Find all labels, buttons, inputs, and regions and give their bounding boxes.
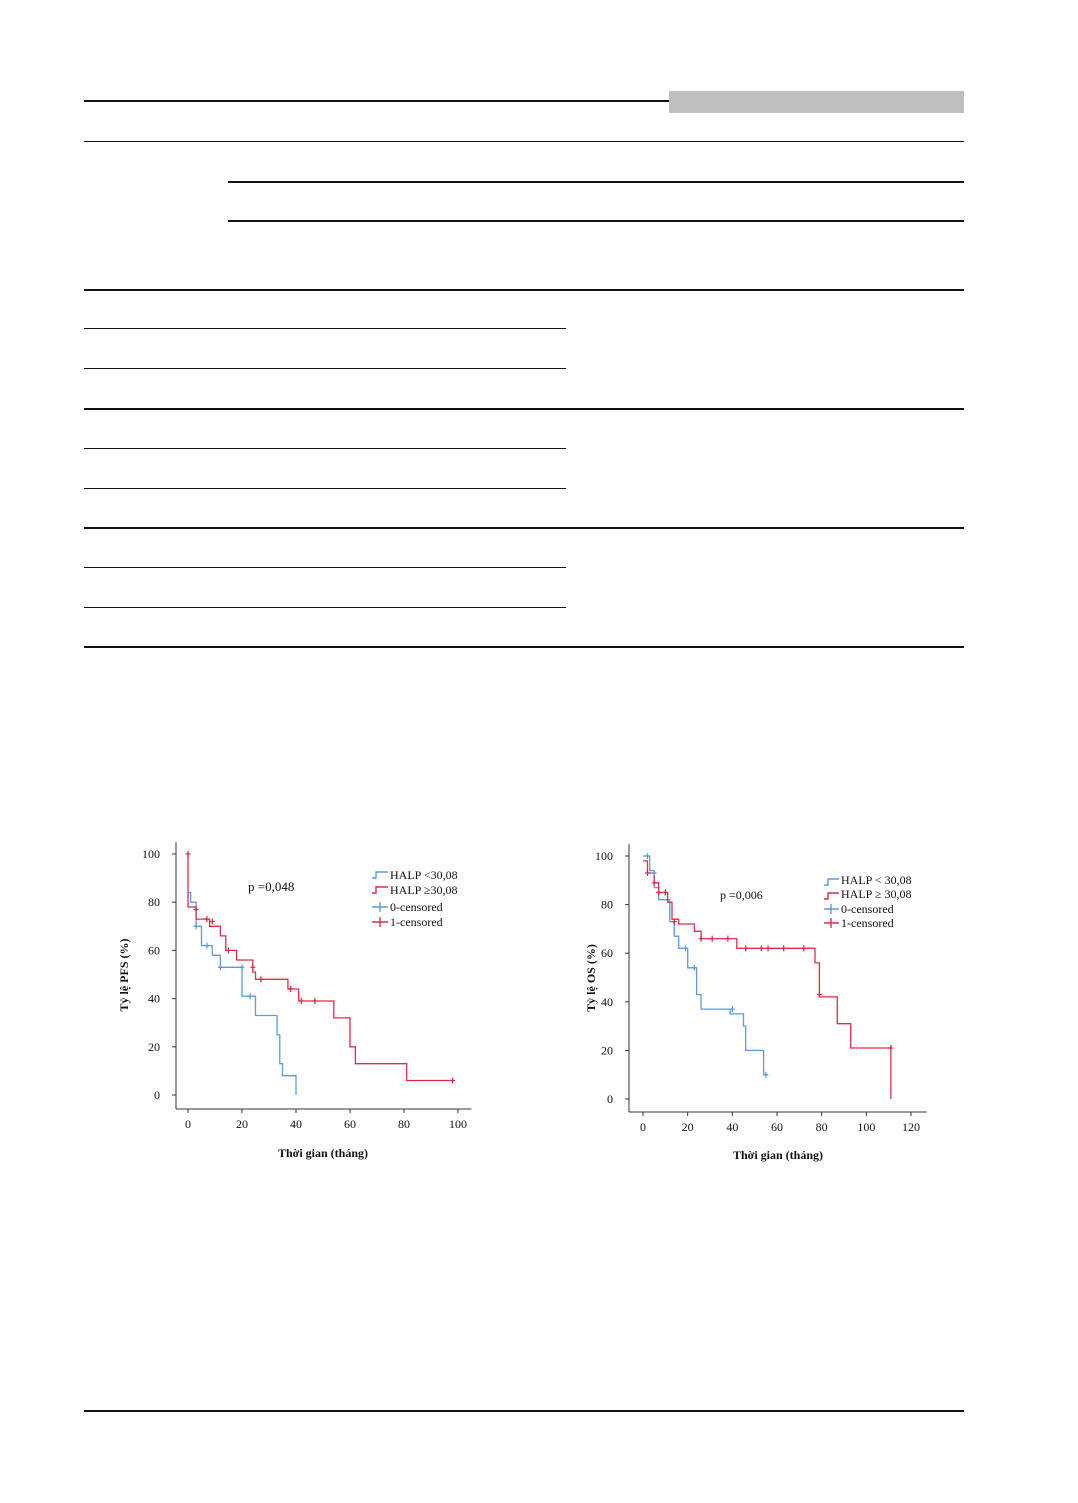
censor-mark <box>766 945 771 951</box>
x-tick-label: 40 <box>290 1117 302 1131</box>
os-chart <box>575 835 950 1175</box>
censor-mark <box>652 880 657 886</box>
table-rule <box>84 488 566 489</box>
x-tick-label: 20 <box>681 1120 694 1134</box>
censor-mark <box>312 998 317 1004</box>
x-tick-label: 120 <box>902 1120 920 1134</box>
legend-swatch-low <box>824 879 839 885</box>
os-legend-censored1: 1-censored <box>841 916 894 930</box>
x-tick-label: 0 <box>185 1117 191 1131</box>
pfs-legend <box>372 868 458 929</box>
y-tick-label: 40 <box>148 991 160 1006</box>
legend-swatch-high <box>824 893 839 899</box>
y-tick-label: 20 <box>601 1043 613 1058</box>
y-tick-label: 0 <box>154 1088 160 1102</box>
censor-mark <box>759 945 764 951</box>
table-rule <box>84 646 964 648</box>
legend-censor-1 <box>824 918 839 928</box>
y-tick-label: 80 <box>148 895 160 910</box>
x-tick-label: 60 <box>344 1117 356 1131</box>
censor-mark <box>218 964 223 970</box>
censor-mark <box>656 889 661 895</box>
table-rule <box>84 527 964 529</box>
censor-mark <box>250 964 255 970</box>
os-legend-low: HALP < 30,08 <box>841 873 912 887</box>
censor-mark <box>299 998 304 1004</box>
pfs-legend-high: HALP ≥30,08 <box>390 883 458 897</box>
footer-rule <box>84 1410 964 1412</box>
x-tick-label: 80 <box>398 1117 410 1131</box>
legend-censor-0 <box>824 904 839 914</box>
censor-mark <box>450 1078 455 1084</box>
y-tick-label: 80 <box>601 897 613 912</box>
x-tick-label: 80 <box>815 1120 828 1134</box>
censor-mark <box>194 923 199 929</box>
table-rule <box>84 328 566 329</box>
table-rule <box>84 448 566 449</box>
table-rule <box>84 567 566 568</box>
pfs-xlabel: Thời gian (tháng) <box>278 1146 368 1160</box>
censor-mark <box>743 945 748 951</box>
pfs-legend-low: HALP <30,08 <box>390 868 458 882</box>
legend-swatch-high <box>372 887 388 893</box>
censor-mark <box>258 976 263 982</box>
pfs-ylabel: Tỷ lệ PFS (%) <box>117 938 131 1012</box>
x-tick-label: 60 <box>771 1120 783 1134</box>
censor-mark <box>288 986 293 992</box>
censor-mark <box>710 936 715 942</box>
x-tick-label: 100 <box>857 1120 876 1134</box>
os-ylabel: Tỷ lệ OS (%) <box>584 944 598 1012</box>
os-xlabel: Thời gian (tháng) <box>733 1148 823 1162</box>
censor-mark <box>725 936 730 942</box>
censor-mark <box>186 851 191 857</box>
os-legend-high: HALP ≥ 30,08 <box>841 887 912 901</box>
censor-mark <box>226 947 231 953</box>
os-legend-censored0: 0-censored <box>841 902 894 916</box>
censor-mark <box>699 936 704 942</box>
legend-swatch-low <box>372 872 388 878</box>
table-rule <box>84 368 566 369</box>
censor-mark <box>210 918 215 924</box>
x-tick-label: 0 <box>640 1120 646 1134</box>
censor-mark <box>204 916 209 922</box>
legend-censor-1 <box>372 917 388 927</box>
table-rule <box>84 141 964 142</box>
censor-mark <box>781 945 786 951</box>
table-rule <box>84 408 964 410</box>
y-tick-label: 0 <box>607 1092 613 1106</box>
y-tick-label: 40 <box>601 994 613 1009</box>
censor-mark <box>240 964 245 970</box>
table-rule <box>228 181 964 183</box>
censor-mark <box>204 943 209 949</box>
pfs-legend-censored0: 0-censored <box>390 900 443 914</box>
censor-mark <box>888 1045 893 1051</box>
y-tick-label: 100 <box>142 847 160 861</box>
header-gray-bar <box>669 91 964 113</box>
series-line-low <box>188 893 296 1095</box>
pfs-legend-censored1: 1-censored <box>390 915 443 929</box>
censor-mark <box>248 993 253 999</box>
y-tick-label: 20 <box>148 1039 160 1054</box>
censor-mark <box>801 945 806 951</box>
os-legend <box>824 873 912 930</box>
header-rule <box>84 100 669 102</box>
y-tick-label: 100 <box>595 849 613 863</box>
pfs-chart <box>100 835 500 1175</box>
table-rule <box>84 607 566 608</box>
table-rule <box>84 289 964 291</box>
legend-censor-0 <box>372 902 388 912</box>
y-tick-label: 60 <box>148 943 160 958</box>
table-rule <box>228 220 964 222</box>
x-tick-label: 20 <box>236 1117 248 1131</box>
x-tick-label: 100 <box>449 1117 467 1131</box>
pfs-pvalue: p =0,048 <box>248 879 295 894</box>
y-tick-label: 60 <box>601 946 613 961</box>
x-tick-label: 40 <box>726 1120 739 1134</box>
os-pvalue: p =0,006 <box>720 888 763 902</box>
